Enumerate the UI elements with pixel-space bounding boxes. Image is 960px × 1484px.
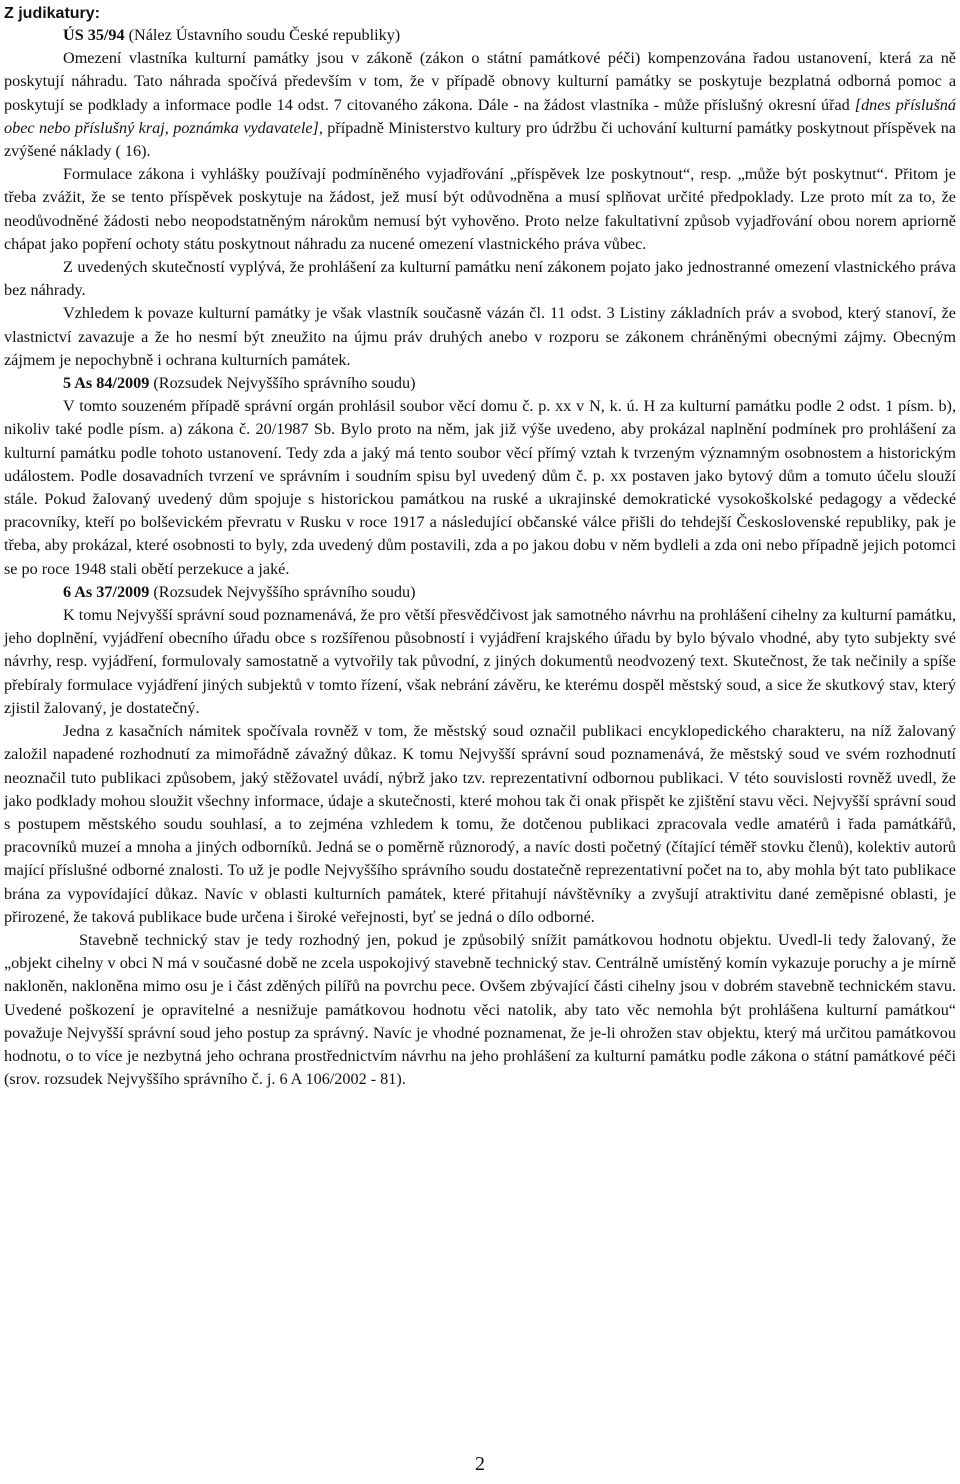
case-description: (Nález Ústavního soudu České republiky) bbox=[124, 26, 401, 44]
case-reference bbox=[4, 581, 956, 604]
paragraph: Formulace zákona i vyhlášky používají podmíněného vyjadřování „příspěvek lze poskytnout“, resp. „může být poskytnut“. Přitom je třeba zvážit, že se tento příspěvek poskytuje na žádost, jež musí být odůvodněna a musí splňovat určité předpoklady. Lze proto mít za to, že neodůvodněné žádosti nebo neopodstatněným nárokům nemusí být vyhověno. Proto nelze fakultativní způsob vyjadřování obou norem apriorně chápat jako popření ochoty státu poskytnout náhradu za nucené omezení vlastnického práva vůbec. bbox=[4, 165, 956, 253]
case-number: 5 As 84/2009 bbox=[63, 374, 150, 393]
paragraph: Vzhledem k povaze kulturní památky je však vlastník současně vázán čl. 11 odst. 3 Listiny základních práv a svobod, který stanoví, že vlastnictví zavazuje a že ho nesmí být zneužito na újmu práv druhých anebo v rozporu se zákonem chráněnými obecnými zájmy. Obecným zájmem je nepochybně i ochrana kulturních památek. bbox=[4, 304, 956, 369]
paragraph: Stavebně technický stav je tedy rozhodný jen, pokud je způsobilý snížit památkovou hodnotu objektu. Uvedl-li tedy žalovaný, že „objekt cihelny v obci N má v současné době ne zcela uspokojivý stavebně technický stav. Centrálně umístěný komín vykazuje poruchy a je mírně nakloněn, nakloněna mimo osu je i část zděných pilířů na povrchu pece. Ovšem zbývající části cihelny jsou v dobrém stavebně technickém stavu. Uvedené poškození je opravitelné a nesnižuje památkovou hodnotu věci natolik, aby tato věc nemohla být prohlášena kulturní památkou“ považuje Nejvyšší správní soud jeho postup za správný. Navíc je vhodné poznamenat, že je-li ohrožen stav objektu, který má určitou památkovou hodnotu, o to více je nezbytná jeho ochrana prostřednictvím návrhu na jeho prohlášení za kulturní památku podle zákona o státní památkové péči (srov. rozsudek Nejvyššího správního č. j. 6 A 106/2002 - 81). bbox=[4, 930, 956, 1089]
document-page bbox=[4, 4, 956, 1091]
paragraph-text: Omezení vlastníka kulturní památky jsou v zákoně (zákon o státní památkové péči) kompenzována řadou ustanovení, která za ně poskytují náhradu. Tato náhrada spočívá především v tom, že v případě obnovy kulturní památky se poskytuje bezplatná odborná pomoc a poskytují se podklady a informace podle 14 odst. 7 citovaného zákona. Dále - na žádost vlastníka - může příslušný okresní úřad bbox=[4, 49, 956, 114]
case-number: ÚS 35/94 bbox=[63, 26, 125, 44]
case-number: 6 As 37/2009 bbox=[63, 582, 150, 601]
editor-note: [dnes příslušná obec nebo příslušný kraj, poznámka vydavatele] bbox=[4, 95, 956, 137]
paragraph: Jedna z kasačních námitek spočívala rovněž v tom, že městský soud označil publikaci encyklopedického charakteru, na níž žalovaný založil napadené rozhodnutí za mimořádně závažný důkaz. K tomu Nejvyšší správní soud poznamenává, že městský soud ve svém rozhodnutí neoznačil tuto publikaci způsobem, jaký stěžovatel uvádí, nýbrž jako tzv. reprezentativní odbornou publikaci. V této souvislosti rovněž uvedl, že jako podklady mohou sloužit všechny informace, údaje a skutečnosti, které mohou tak či onak přispět ke zjištění stavu věci. Nejvyšší správní soud s postupem městského soudu souhlasí, a to zejména vzhledem k tomu, že dotčenou publikaci zpracovala vedle amatérů i řada památkářů, pracovníků muzeí a mnoha a jiných odborníků. Jedná se o poměrně různorodý, a navíc dosti početný (čítající téměř stovku členů), kolektiv autorů mající příslušné odborné znalosti. To už je podle Nejvyššího správního soudu dostatečně reprezentativní počet na to, aby mohla být tato publikace brána za vypovídající důkaz. Navíc v oblasti kulturních památek, které přitahují návštěvníky a zvyšují atraktivitu dané zeměpisné oblasti, je přirozené, že taková publikace bude určena i široké veřejnosti, byť se jedná o dílo odborné. bbox=[4, 722, 956, 926]
case-reference bbox=[4, 372, 956, 395]
section-heading: Z judikatury: bbox=[4, 5, 101, 22]
paragraph-text: , případně Ministerstvo kultury pro údržbu či uchování kulturní památky poskytnout příspěvek na zvýšené náklady ( 16). bbox=[4, 118, 956, 161]
paragraph: V tomto souzeném případě správní orgán prohlásil soubor věcí domu č. p. xx v N, k. ú. H za kulturní památku podle 2 odst. 1 písm. b), nikoliv také podle písm. a) zákona č. 20/1987 Sb. Bylo proto na něm, jak již výše uvedeno, aby prokázal naplnění podmínek pro prohlášení za kulturní památku podle tohoto ustanovení. Tedy zda a jaký má tento soubor věcí přímý vztah k tvrzeným významným osobnostem a historickým událostem. Podle dosavadních tvrzení ve správním i soudním spisu byl uvedený dům č. p. xx postaven jako bytový dům a tomuto účelu slouží stále. Pokud žalovaný uvedený dům spojuje s historickou památkou na ruské a ukrajinské demokratické vysokoškolské pedagogy a vědecké pracovníky, kteří po bolševickém převratu v Rusku v roce 1917 a následující občanské válce přišli do tehdejší Československé republiky, pak je třeba, aby prokázal, které osobnosti to byly, zda uvedený dům postavili, zda a po jakou dobu v něm bydleli a zda oni nebo případně jejich potomci se po roce 1948 stali obětí perzekuce a jaké. bbox=[4, 397, 956, 578]
paragraph: K tomu Nejvyšší správní soud poznamenává, že pro větší přesvědčivost jak samotného návrhu na prohlášení cihelny za kulturní památku, jeho doplnění, vyjádření obecního úřadu obce s rozšířenou působností i vyjádření krajského úřadu by bylo bývalo vhodné, aby tyto subjekty své návrhy, resp. vyjádření, formulovaly samostatně a vytvořily tak původní, z jiných dokumentů neodvozený text. Skutečnost, že tak nečinily a spíše přebíraly formulace vyjádření jiných subjektů v tomto řízení, však nebrání závěru, ke kterému dospěl městský soud, a sice že skutkový stav, který zjistil žalovaný, je dostatečný. bbox=[4, 606, 956, 717]
case-description: (Rozsudek Nejvyššího správního soudu) bbox=[149, 582, 416, 601]
paragraph: Z uvedených skutečností vyplývá, že prohlášení za kulturní památku není zákonem pojato jako jednostranné omezení vlastnického práva bez náhrady. bbox=[4, 258, 956, 300]
case-reference bbox=[4, 24, 956, 47]
paragraph bbox=[4, 47, 956, 163]
case-description: (Rozsudek Nejvyššího správního soudu) bbox=[149, 374, 416, 393]
page-number: 2 bbox=[475, 1453, 485, 1475]
